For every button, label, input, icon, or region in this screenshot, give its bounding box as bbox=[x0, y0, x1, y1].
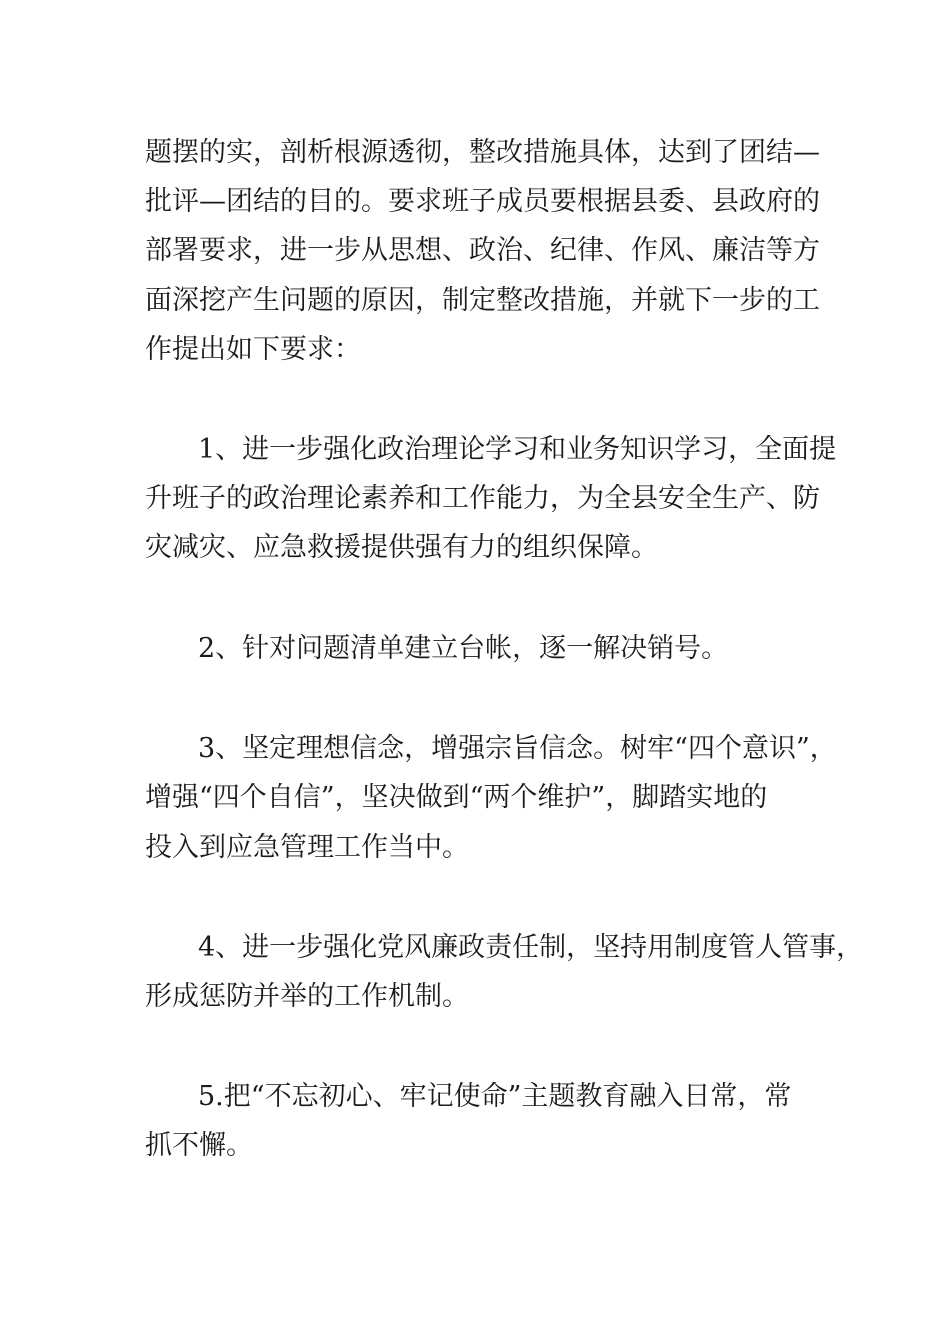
item-1-line-2: 升班子的政治理论素养和工作能力，为全县安全生产、防 bbox=[145, 483, 820, 514]
item-5-line-1: 5.把“不忘初心、牢记使命”主题教育融入日常，常 bbox=[198, 1081, 792, 1112]
paragraph-1-line-4: 面深挖产生问题的原因，制定整改措施，并就下一步的工 bbox=[145, 285, 820, 316]
item-3-line-1: 3、坚定理想信念，增强宗旨信念。树牢“四个意识”， bbox=[198, 733, 837, 764]
item-1-line-1: 1、进一步强化政治理论学习和业务知识学习，全面提 bbox=[198, 434, 837, 465]
paragraph-1-line-1: 题摆的实，剖析根源透彻，整改措施具体，达到了团结— bbox=[145, 137, 820, 168]
item-1-line-3: 灾减灾、应急救援提供强有力的组织保障。 bbox=[145, 532, 658, 563]
item-4-line-1: 4、进一步强化党风廉政责任制，坚持用制度管人管事， bbox=[198, 932, 864, 963]
item-4-line-2: 形成惩防并举的工作机制。 bbox=[145, 981, 469, 1012]
item-2-line-1: 2、针对问题清单建立台帐，逐一解决销号。 bbox=[198, 633, 729, 664]
item-3-line-2: 增强“四个自信”，坚决做到“两个维护”，脚踏实地的 bbox=[145, 782, 768, 813]
item-3-line-3: 投入到应急管理工作当中。 bbox=[145, 832, 469, 863]
item-5-line-2: 抓不懈。 bbox=[145, 1130, 253, 1161]
paragraph-1-line-3: 部署要求，进一步从思想、政治、纪律、作风、廉洁等方 bbox=[145, 235, 820, 266]
paragraph-1-line-2: 批评—团结的目的。要求班子成员要根据县委、县政府的 bbox=[145, 186, 820, 217]
paragraph-1-line-5: 作提出如下要求： bbox=[145, 334, 361, 365]
